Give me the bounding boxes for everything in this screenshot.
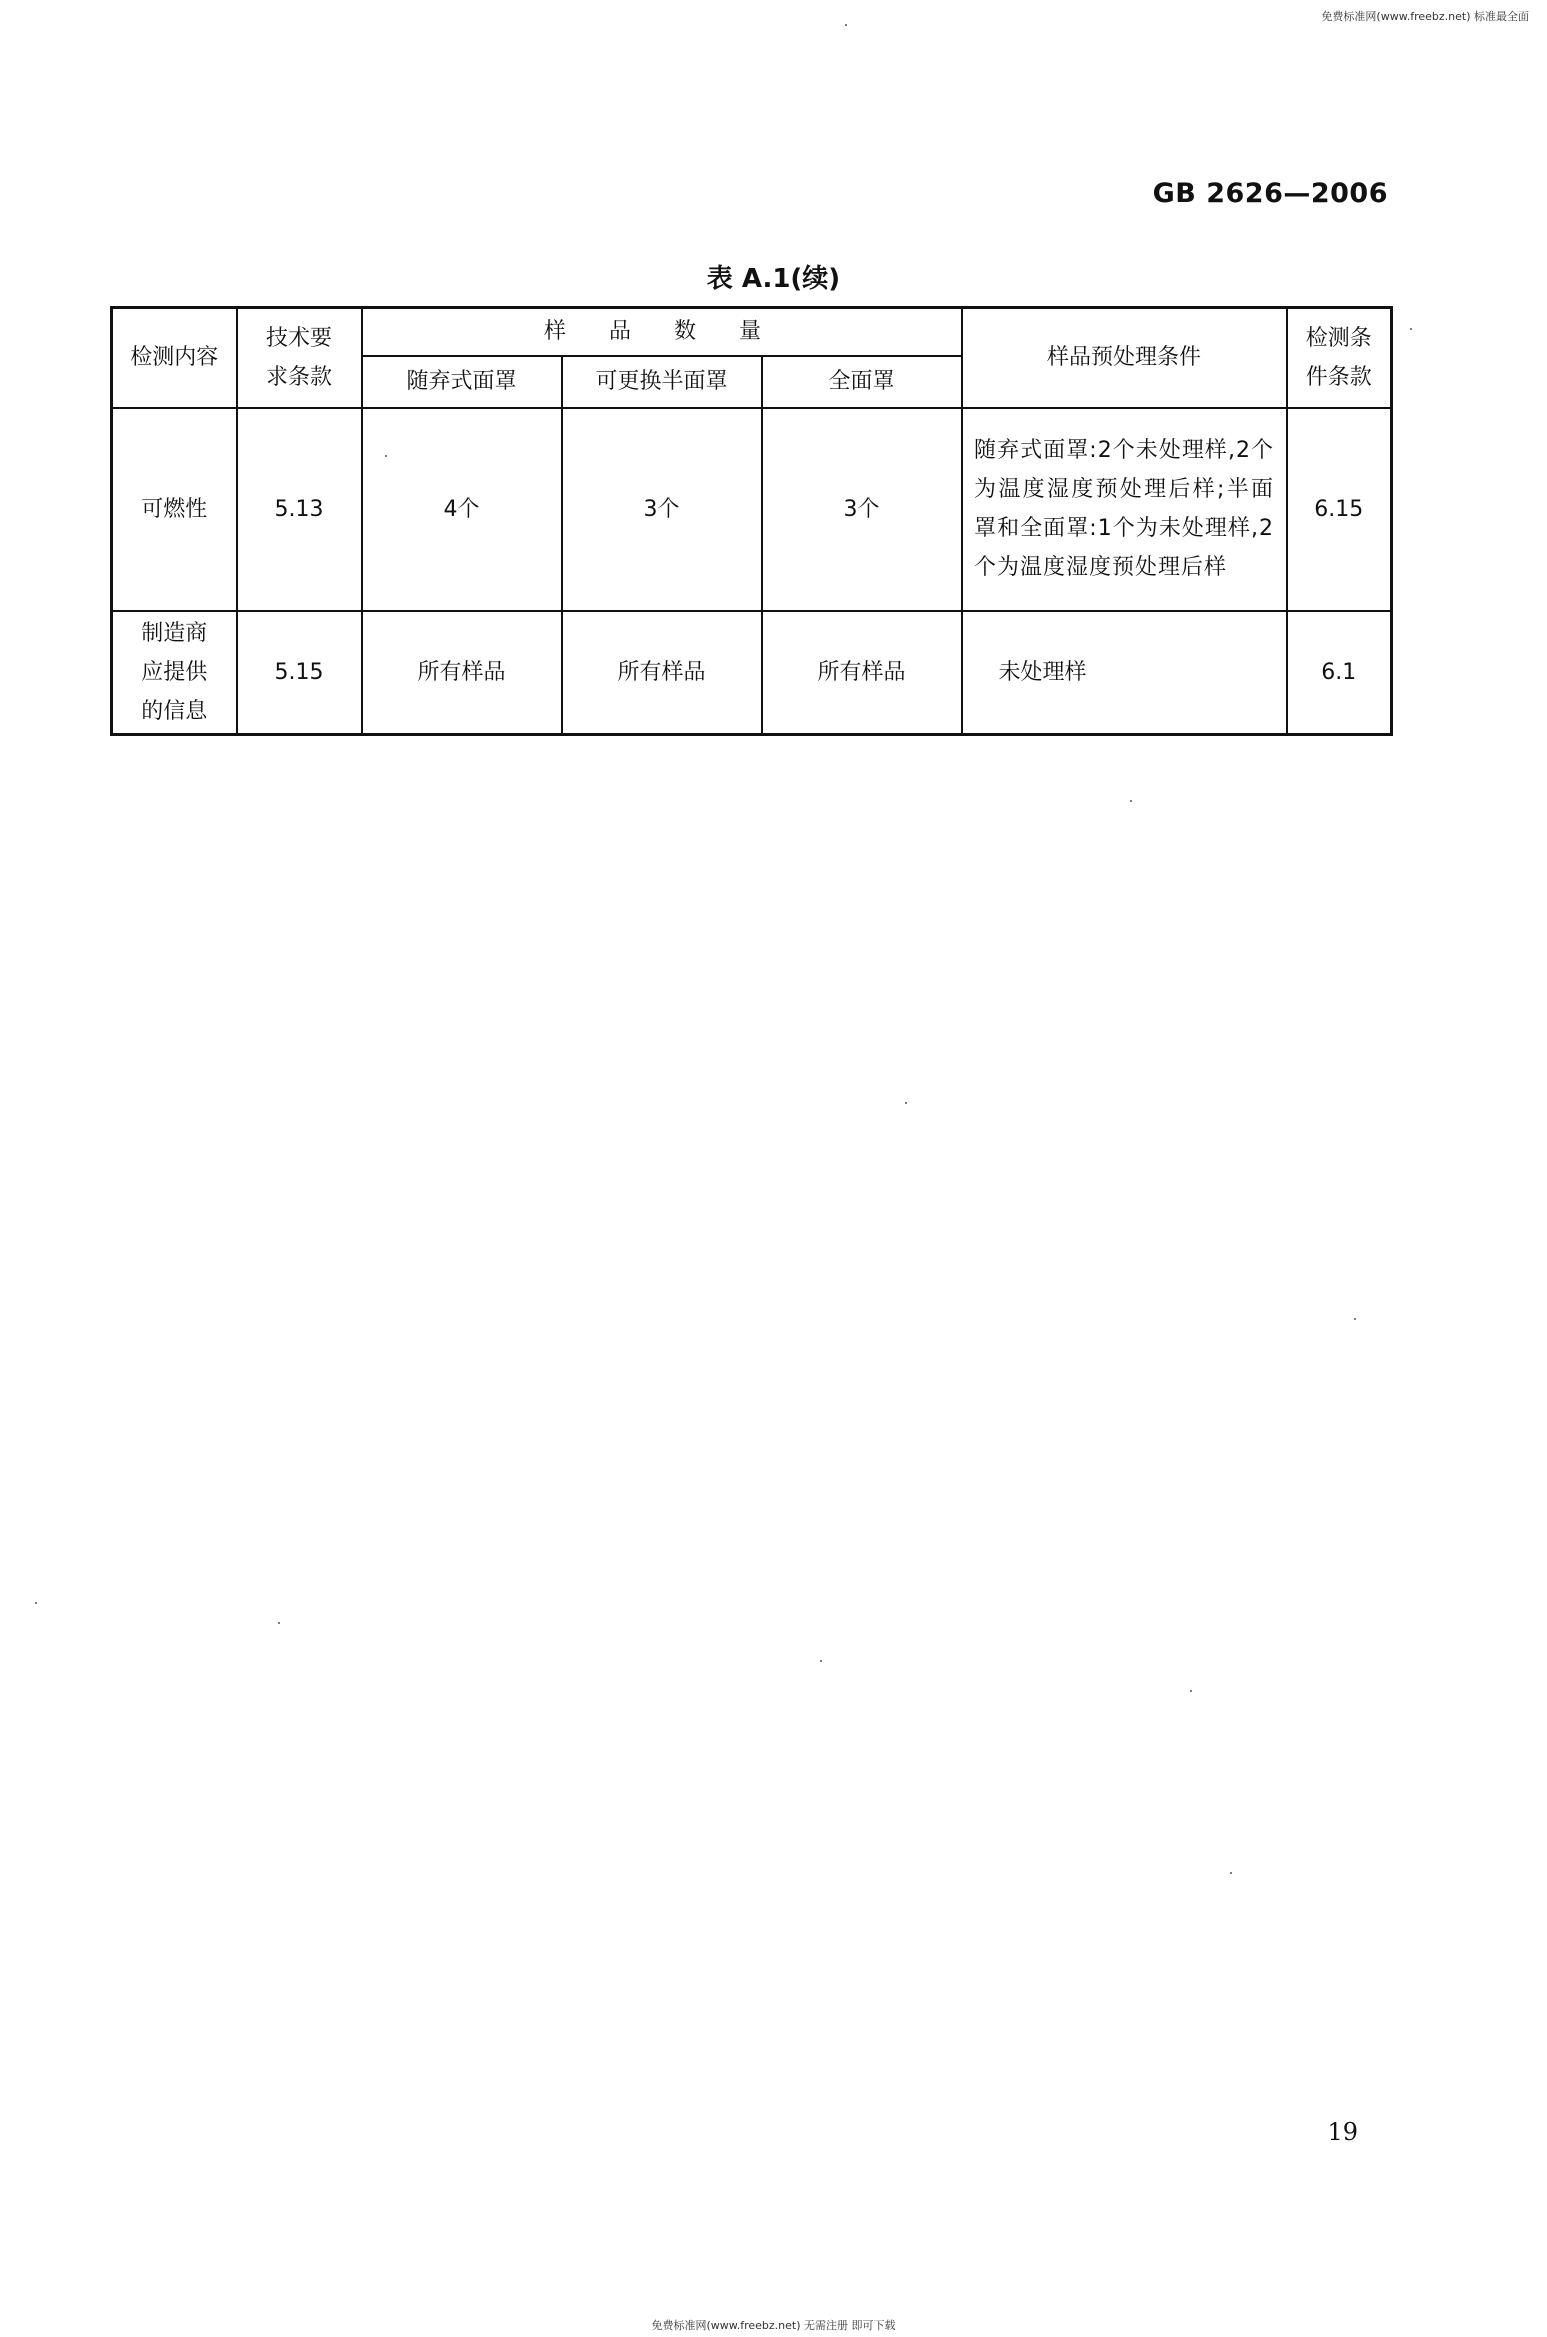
cell-replaceable-half: 3个 bbox=[562, 408, 762, 611]
cell-test-item: 可燃性 bbox=[112, 408, 237, 611]
scan-speck bbox=[1354, 1318, 1356, 1320]
header-test-item-label: 检测内容 bbox=[130, 345, 219, 371]
cell-test-item-text: 制造商应提供的信息 bbox=[141, 620, 208, 724]
header-test-condition-label: 检测条件条款 bbox=[1305, 325, 1372, 390]
header-full-face bbox=[762, 356, 962, 408]
header-pretreatment-label: 样品预处理条件 bbox=[1047, 345, 1202, 371]
header-disposable bbox=[362, 356, 562, 408]
cell-full-face: 所有样品 bbox=[762, 611, 962, 735]
scan-speck bbox=[385, 455, 387, 457]
scan-speck bbox=[1410, 328, 1412, 330]
scan-speck bbox=[820, 1660, 822, 1662]
page-number: 19 bbox=[1327, 2118, 1358, 2146]
cell-test-item bbox=[112, 611, 237, 735]
header-sample-qty-label: 样 品 数 量 bbox=[544, 319, 779, 345]
scan-speck bbox=[1130, 800, 1132, 802]
watermark-bottom: 免费标准网(www.freebz.net) 无需注册 即可下载 bbox=[651, 2319, 896, 2332]
scan-speck bbox=[905, 1102, 907, 1104]
cell-disposable: 4个 bbox=[362, 408, 562, 611]
cell-test-condition: 6.1 bbox=[1287, 611, 1392, 735]
scan-speck bbox=[845, 24, 847, 26]
cell-replaceable-half: 所有样品 bbox=[562, 611, 762, 735]
table-row bbox=[112, 611, 1392, 735]
header-tech-req bbox=[237, 308, 362, 408]
header-full-face-label: 全面罩 bbox=[828, 369, 895, 394]
scan-speck bbox=[278, 1622, 280, 1624]
header-disposable-label: 随弃式面罩 bbox=[406, 369, 517, 394]
header-sample-qty bbox=[362, 308, 962, 356]
cell-test-condition: 6.15 bbox=[1287, 408, 1392, 611]
table-row bbox=[112, 408, 1392, 611]
cell-full-face: 3个 bbox=[762, 408, 962, 611]
header-replaceable-half-label: 可更换半面罩 bbox=[595, 369, 728, 394]
header-tech-req-label: 技术要求条款 bbox=[266, 325, 333, 390]
scan-speck bbox=[1190, 1690, 1192, 1692]
spec-table bbox=[110, 306, 1393, 736]
scan-speck bbox=[35, 1602, 37, 1604]
header-replaceable-half bbox=[562, 356, 762, 408]
cell-tech-req: 5.15 bbox=[237, 611, 362, 735]
cell-pretreatment bbox=[962, 408, 1287, 611]
header-pretreatment bbox=[962, 308, 1287, 408]
cell-pretreatment: 未处理样 bbox=[962, 611, 1287, 735]
scan-speck bbox=[1230, 1872, 1232, 1874]
cell-pretreatment-text: 随弃式面罩:2个未处理样,2个为温度湿度预处理后样;半面罩和全面罩:1个为未处理样,2个为温度湿度预处理后样 bbox=[974, 438, 1275, 580]
header-test-condition bbox=[1287, 308, 1392, 408]
header-test-item bbox=[112, 308, 237, 408]
watermark-top: 免费标准网(www.freebz.net) 标准最全面 bbox=[1321, 10, 1529, 23]
cell-tech-req: 5.13 bbox=[237, 408, 362, 611]
header-row-top bbox=[112, 308, 1392, 356]
cell-disposable: 所有样品 bbox=[362, 611, 562, 735]
table-title: 表 A.1(续) bbox=[706, 264, 841, 294]
standard-code: GB 2626—2006 bbox=[1152, 178, 1388, 209]
